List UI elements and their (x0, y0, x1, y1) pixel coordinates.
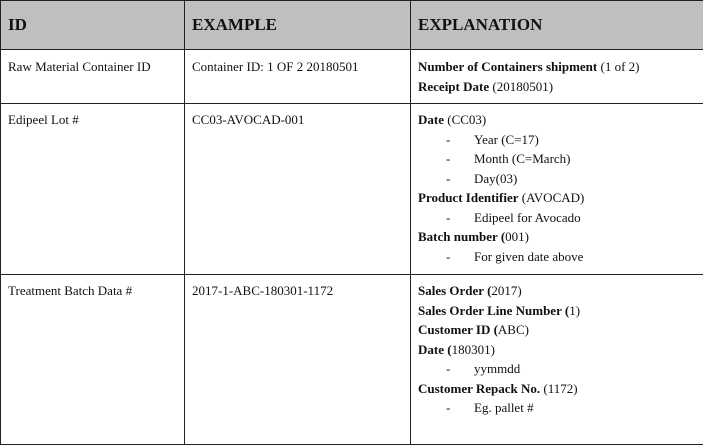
cell-id: Raw Material Container ID (1, 50, 185, 104)
cell-explanation (411, 104, 703, 275)
cell-id: Edipeel Lot # (1, 104, 185, 275)
explanation-line: Date (CC03) (418, 110, 703, 130)
explanation-subline: - Month (C=March) (418, 149, 703, 169)
explanation-line: Sales Order Line Number (1) (418, 301, 703, 321)
explanation-line: Customer ID (ABC) (418, 320, 703, 340)
table-row (1, 50, 703, 104)
explanation-line: Batch number (001) (418, 227, 703, 247)
explanation-line: Date (180301) (418, 340, 703, 360)
cell-id: Treatment Batch Data # (1, 275, 185, 445)
explanation-subline: - Year (C=17) (418, 130, 703, 150)
cell-example: Container ID: 1 OF 2 20180501 (185, 50, 411, 104)
explanation-subline: - yymmdd (418, 359, 703, 379)
explanation-subline: - Edipeel for Avocado (418, 208, 703, 228)
explanation-line: Sales Order (2017) (418, 281, 703, 301)
cell-example: 2017-1-ABC-180301-1172 (185, 275, 411, 445)
explanation-subline: - Eg. pallet # (418, 398, 703, 418)
explanation-line: Number of Containers shipment (1 of 2) (418, 57, 703, 77)
explanation-line: Receipt Date (20180501) (418, 77, 703, 97)
header-id: ID (1, 1, 185, 50)
explanation-line: Customer Repack No. (1172) (418, 379, 703, 399)
cell-explanation (411, 275, 703, 445)
explanation-line: Product Identifier (AVOCAD) (418, 188, 703, 208)
table-row (1, 275, 703, 445)
table-header-row (1, 1, 703, 50)
header-example: EXAMPLE (185, 1, 411, 50)
cell-explanation (411, 50, 703, 104)
explanation-subline: - Day(03) (418, 169, 703, 189)
table-row (1, 104, 703, 275)
cell-example: CC03-AVOCAD-001 (185, 104, 411, 275)
header-explanation: EXPLANATION (411, 1, 703, 50)
explanation-subline: - For given date above (418, 247, 703, 267)
